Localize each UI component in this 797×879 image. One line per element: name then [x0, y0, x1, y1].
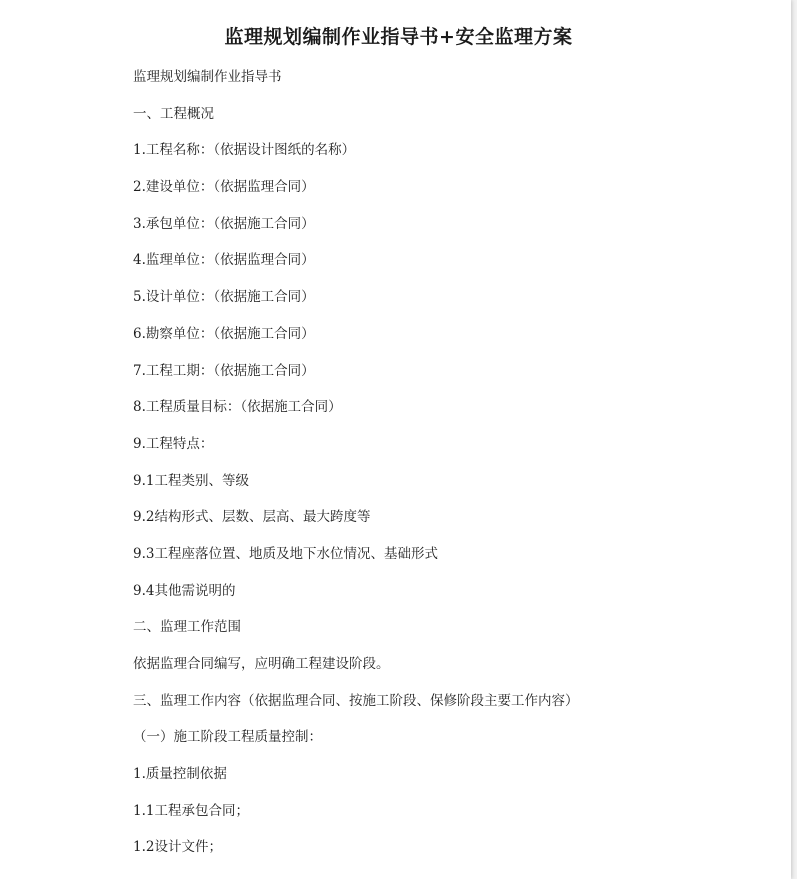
document-title: 监理规划编制作业指导书+安全监理方案	[224, 26, 573, 48]
text-line: 6.勘察单位：（依据施工合同）	[133, 325, 315, 342]
text-line: 3.承包单位：（依据施工合同）	[133, 215, 315, 232]
text-line: 二、监理工作范围	[133, 619, 241, 636]
text-line: 9.4其他需说明的	[133, 582, 236, 599]
text-line: （一）施工阶段工程质量控制：	[133, 729, 322, 746]
text-line: 7.工程工期：（依据施工合同）	[133, 362, 315, 379]
text-line: 1.质量控制依据	[133, 766, 227, 783]
text-line: 1.1工程承包合同；	[133, 802, 249, 819]
text-line: 1.工程名称：（依据设计图纸的名称）	[133, 142, 356, 159]
text-line: 9.3工程座落位置、地质及地下水位情况、基础形式	[133, 545, 438, 562]
text-line: 2.建设单位：（依据监理合同）	[133, 179, 315, 196]
text-line: 三、监理工作内容（依据监理合同、按施工阶段、保修阶段主要工作内容）	[133, 692, 579, 709]
text-line: 依据监理合同编写，应明确工程建设阶段。	[133, 656, 390, 672]
document-body	[133, 67, 579, 874]
text-line: 4.监理单位：（依据监理合同）	[133, 252, 315, 269]
text-line: 9.1工程类别、等级	[133, 472, 249, 489]
text-line: 8.工程质量目标：（依据施工合同）	[133, 399, 342, 416]
text-line: 5.设计单位：（依据施工合同）	[133, 289, 315, 306]
text-line: 监理规划编制作业指导书	[133, 69, 282, 85]
text-line: 一、工程概况	[133, 105, 214, 122]
text-line: 1.2设计文件；	[133, 839, 222, 856]
text-line: 9.2结构形式、层数、层高、最大跨度等	[133, 509, 371, 526]
text-line: 9.工程特点：	[133, 435, 214, 452]
